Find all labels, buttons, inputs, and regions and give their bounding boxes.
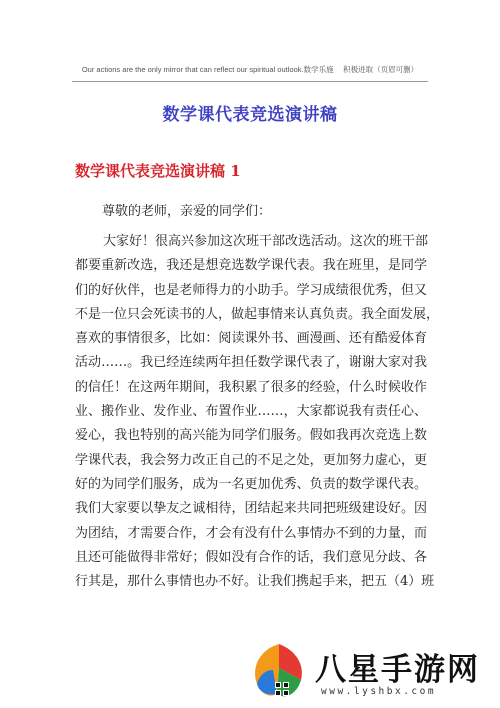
section-title: 数学课代表竞选演讲稿 1: [75, 162, 241, 180]
body-line: 且还可能做得非常好；假如没有合作的话，我们意见分歧、各: [75, 549, 427, 565]
body-line: 们的好伙伴，也是老师得力的小助手。学习成绩很优秀，但又: [75, 282, 427, 298]
document-title: 数学课代表竞选演讲稿: [162, 105, 338, 125]
body-line: 我们大家要以挚友之诚相待，团结起来共同把班级建设好。因: [75, 501, 427, 517]
body-paragraph: [75, 230, 440, 594]
header-divider: [72, 81, 428, 82]
body-line: 好的为同学们服务，成为一名更加优秀、负责的数学课代表。: [75, 476, 427, 492]
body-line: 的信任！在这两年期间，我积累了很多的经验，什么时候收作: [75, 379, 427, 395]
body-line: 为团结，才需要合作，才会有没有什么事情办不到的力量，而: [75, 525, 427, 541]
body-line: 爱心，我也特别的高兴能为同学们服务。假如我再次竞选上数: [75, 428, 427, 444]
body-line: 大家好！很高兴参加这次班干部改选活动。这次的班干部: [103, 234, 429, 249]
body-line: 活动……。我已经连续两年担任数学课代表了，谢谢大家对我: [75, 355, 427, 371]
watermark-url: www.lyshbx.com: [321, 686, 437, 697]
salutation: 尊敬的老师，亲爱的同学们：: [102, 204, 272, 219]
site-watermark: [247, 640, 497, 702]
body-line: 都要重新改选，我还是想竞选数学课代表。我在班里，是同学: [75, 258, 427, 274]
body-line: 不是一位只会死读书的人，做起事情来认真负责。我全面发展，: [75, 306, 440, 322]
body-line: 学课代表，我会努力改正自己的不足之处，更加努力虚心，更: [75, 452, 427, 468]
watermark-brand: 八星手游网: [315, 652, 480, 688]
body-line: 业、搬作业、发作业、布置作业……，大家都说我有责任心、: [75, 404, 427, 420]
page-header-note: Our actions are the only mirror that can reflect our spiritual outlook.数学乐施 积极进取（页眉可删）: [81, 65, 419, 74]
body-line: 行其是，那什么事情也办不好。让我们携起手来，把五（4）班: [75, 574, 435, 590]
body-line: 喜欢的事情很多，比如：阅读课外书、画漫画、还有酷爱体育: [75, 331, 427, 347]
site-logo-icon: [247, 640, 311, 704]
